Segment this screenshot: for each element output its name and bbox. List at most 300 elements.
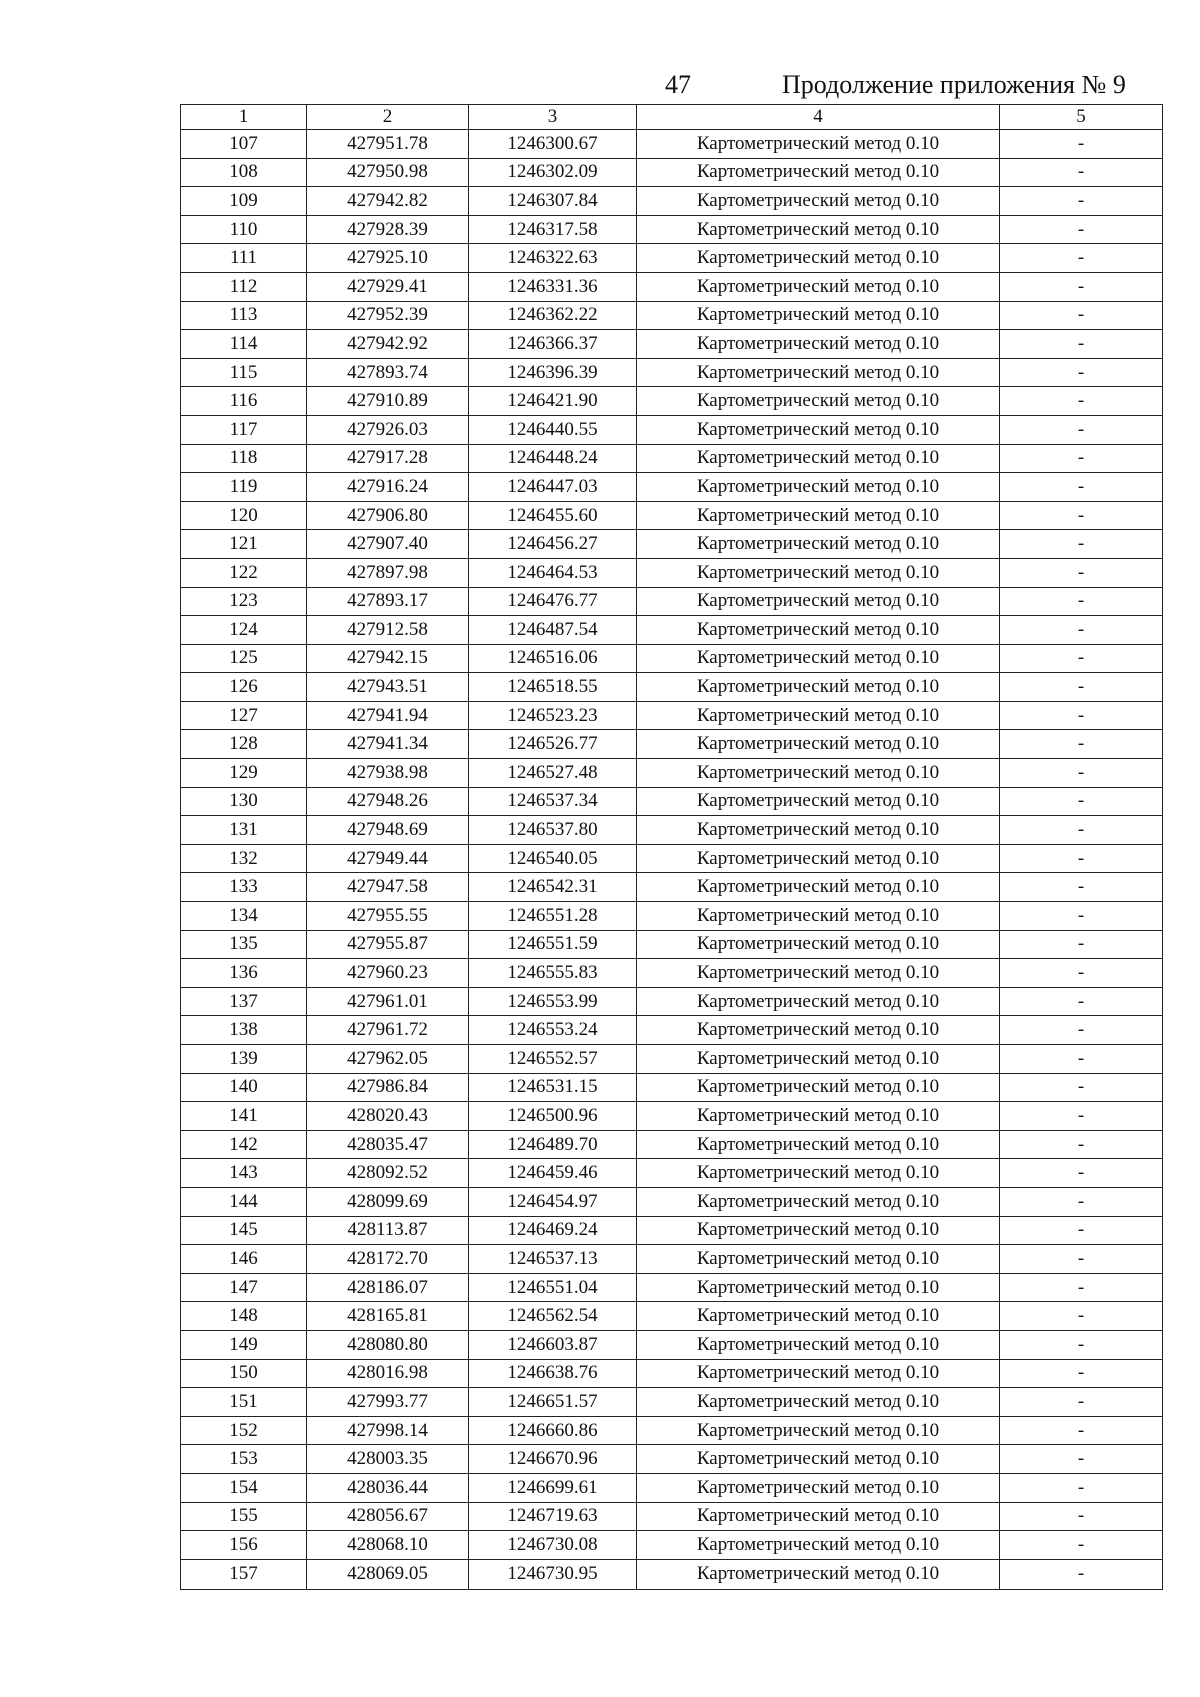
point-number-cell: 141 (181, 1102, 307, 1131)
method-cell: Картометрический метод 0.10 (637, 301, 1000, 330)
note-cell: - (1000, 616, 1163, 645)
x-coordinate-cell: 428069.05 (307, 1559, 469, 1589)
note-cell: - (1000, 987, 1163, 1016)
coordinates-table (180, 104, 1163, 1590)
point-number-cell: 127 (181, 701, 307, 730)
note-cell: - (1000, 1388, 1163, 1417)
x-coordinate-cell: 427928.39 (307, 215, 469, 244)
method-cell: Картометрический метод 0.10 (637, 1130, 1000, 1159)
table-row (181, 987, 1163, 1016)
y-coordinate-cell: 1246421.90 (469, 387, 637, 416)
point-number-cell: 143 (181, 1159, 307, 1188)
point-number-cell: 148 (181, 1302, 307, 1331)
note-cell: - (1000, 158, 1163, 187)
method-cell: Картометрический метод 0.10 (637, 1531, 1000, 1560)
point-number-cell: 123 (181, 587, 307, 616)
x-coordinate-cell: 427912.58 (307, 616, 469, 645)
y-coordinate-cell: 1246487.54 (469, 616, 637, 645)
point-number-cell: 118 (181, 444, 307, 473)
method-cell: Картометрический метод 0.10 (637, 1073, 1000, 1102)
table-row (181, 616, 1163, 645)
x-coordinate-cell: 427917.28 (307, 444, 469, 473)
y-coordinate-cell: 1246300.67 (469, 130, 637, 159)
point-number-cell: 126 (181, 673, 307, 702)
x-coordinate-cell: 427955.55 (307, 902, 469, 931)
table-row (181, 701, 1163, 730)
y-coordinate-cell: 1246651.57 (469, 1388, 637, 1417)
table-row (181, 1502, 1163, 1531)
note-cell: - (1000, 473, 1163, 502)
x-coordinate-cell: 427941.94 (307, 701, 469, 730)
method-cell: Картометрический метод 0.10 (637, 473, 1000, 502)
note-cell: - (1000, 930, 1163, 959)
x-coordinate-cell: 427897.98 (307, 558, 469, 587)
table-row (181, 1302, 1163, 1331)
note-cell: - (1000, 244, 1163, 273)
note-cell: - (1000, 1359, 1163, 1388)
x-coordinate-cell: 428036.44 (307, 1473, 469, 1502)
y-coordinate-cell: 1246447.03 (469, 473, 637, 502)
method-cell: Картометрический метод 0.10 (637, 1359, 1000, 1388)
table-row (181, 902, 1163, 931)
note-cell: - (1000, 530, 1163, 559)
point-number-cell: 111 (181, 244, 307, 273)
y-coordinate-cell: 1246555.83 (469, 959, 637, 988)
method-cell: Картометрический метод 0.10 (637, 501, 1000, 530)
y-coordinate-cell: 1246537.34 (469, 787, 637, 816)
method-cell: Картометрический метод 0.10 (637, 616, 1000, 645)
y-coordinate-cell: 1246719.63 (469, 1502, 637, 1531)
table-row (181, 1245, 1163, 1274)
x-coordinate-cell: 427907.40 (307, 530, 469, 559)
method-cell: Картометрический метод 0.10 (637, 1016, 1000, 1045)
table-row (181, 873, 1163, 902)
note-cell: - (1000, 301, 1163, 330)
x-coordinate-cell: 428016.98 (307, 1359, 469, 1388)
table-row (181, 673, 1163, 702)
table-row (181, 530, 1163, 559)
x-coordinate-cell: 428003.35 (307, 1445, 469, 1474)
method-cell: Картометрический метод 0.10 (637, 759, 1000, 788)
y-coordinate-cell: 1246526.77 (469, 730, 637, 759)
method-cell: Картометрический метод 0.10 (637, 1302, 1000, 1331)
y-coordinate-cell: 1246440.55 (469, 415, 637, 444)
method-cell: Картометрический метод 0.10 (637, 444, 1000, 473)
note-cell: - (1000, 673, 1163, 702)
note-cell: - (1000, 415, 1163, 444)
x-coordinate-cell: 427952.39 (307, 301, 469, 330)
method-cell: Картометрический метод 0.10 (637, 959, 1000, 988)
table-row (181, 816, 1163, 845)
method-cell: Картометрический метод 0.10 (637, 1330, 1000, 1359)
y-coordinate-cell: 1246307.84 (469, 187, 637, 216)
point-number-cell: 157 (181, 1559, 307, 1589)
point-number-cell: 113 (181, 301, 307, 330)
y-coordinate-cell: 1246523.23 (469, 701, 637, 730)
point-number-cell: 137 (181, 987, 307, 1016)
table-row (181, 1416, 1163, 1445)
table-row (181, 330, 1163, 359)
note-cell: - (1000, 959, 1163, 988)
method-cell: Картометрический метод 0.10 (637, 844, 1000, 873)
note-cell: - (1000, 1330, 1163, 1359)
point-number-cell: 140 (181, 1073, 307, 1102)
y-coordinate-cell: 1246562.54 (469, 1302, 637, 1331)
method-cell: Картометрический метод 0.10 (637, 1159, 1000, 1188)
method-cell: Картометрический метод 0.10 (637, 873, 1000, 902)
note-cell: - (1000, 387, 1163, 416)
note-cell: - (1000, 1531, 1163, 1560)
column-header-1: 1 (181, 105, 307, 130)
point-number-cell: 131 (181, 816, 307, 845)
y-coordinate-cell: 1246603.87 (469, 1330, 637, 1359)
method-cell: Картометрический метод 0.10 (637, 1216, 1000, 1245)
x-coordinate-cell: 427949.44 (307, 844, 469, 873)
note-cell: - (1000, 1273, 1163, 1302)
x-coordinate-cell: 427938.98 (307, 759, 469, 788)
y-coordinate-cell: 1246670.96 (469, 1445, 637, 1474)
x-coordinate-cell: 427910.89 (307, 387, 469, 416)
table-row (181, 358, 1163, 387)
note-cell: - (1000, 1559, 1163, 1589)
table-row (181, 759, 1163, 788)
table-row (181, 1187, 1163, 1216)
method-cell: Картометрический метод 0.10 (637, 902, 1000, 931)
table-row (181, 1130, 1163, 1159)
y-coordinate-cell: 1246516.06 (469, 644, 637, 673)
table-row (181, 415, 1163, 444)
table-row (181, 1016, 1163, 1045)
method-cell: Картометрический метод 0.10 (637, 387, 1000, 416)
method-cell: Картометрический метод 0.10 (637, 358, 1000, 387)
method-cell: Картометрический метод 0.10 (637, 272, 1000, 301)
note-cell: - (1000, 1445, 1163, 1474)
table-row (181, 787, 1163, 816)
point-number-cell: 109 (181, 187, 307, 216)
note-cell: - (1000, 730, 1163, 759)
note-cell: - (1000, 1073, 1163, 1102)
table-row (181, 1559, 1163, 1589)
point-number-cell: 130 (181, 787, 307, 816)
table-row (181, 1102, 1163, 1131)
point-number-cell: 136 (181, 959, 307, 988)
method-cell: Картометрический метод 0.10 (637, 1245, 1000, 1274)
y-coordinate-cell: 1246366.37 (469, 330, 637, 359)
point-number-cell: 108 (181, 158, 307, 187)
column-header-3: 3 (469, 105, 637, 130)
y-coordinate-cell: 1246527.48 (469, 759, 637, 788)
table-header-row (181, 105, 1163, 130)
point-number-cell: 154 (181, 1473, 307, 1502)
method-cell: Картометрический метод 0.10 (637, 1045, 1000, 1074)
x-coordinate-cell: 427955.87 (307, 930, 469, 959)
note-cell: - (1000, 1473, 1163, 1502)
note-cell: - (1000, 1502, 1163, 1531)
y-coordinate-cell: 1246699.61 (469, 1473, 637, 1502)
method-cell: Картометрический метод 0.10 (637, 1273, 1000, 1302)
table-row (181, 1073, 1163, 1102)
point-number-cell: 129 (181, 759, 307, 788)
x-coordinate-cell: 428080.80 (307, 1330, 469, 1359)
point-number-cell: 114 (181, 330, 307, 359)
point-number-cell: 155 (181, 1502, 307, 1531)
method-cell: Картометрический метод 0.10 (637, 158, 1000, 187)
point-number-cell: 156 (181, 1531, 307, 1560)
column-header-4: 4 (637, 105, 1000, 130)
x-coordinate-cell: 427993.77 (307, 1388, 469, 1417)
table-row (181, 158, 1163, 187)
note-cell: - (1000, 444, 1163, 473)
y-coordinate-cell: 1246531.15 (469, 1073, 637, 1102)
point-number-cell: 112 (181, 272, 307, 301)
method-cell: Картометрический метод 0.10 (637, 130, 1000, 159)
table-row (181, 959, 1163, 988)
method-cell: Картометрический метод 0.10 (637, 644, 1000, 673)
x-coordinate-cell: 428068.10 (307, 1531, 469, 1560)
point-number-cell: 125 (181, 644, 307, 673)
note-cell: - (1000, 330, 1163, 359)
y-coordinate-cell: 1246730.95 (469, 1559, 637, 1589)
y-coordinate-cell: 1246553.24 (469, 1016, 637, 1045)
y-coordinate-cell: 1246362.22 (469, 301, 637, 330)
method-cell: Картометрический метод 0.10 (637, 987, 1000, 1016)
column-header-2: 2 (307, 105, 469, 130)
x-coordinate-cell: 428165.81 (307, 1302, 469, 1331)
y-coordinate-cell: 1246317.58 (469, 215, 637, 244)
y-coordinate-cell: 1246552.57 (469, 1045, 637, 1074)
method-cell: Картометрический метод 0.10 (637, 244, 1000, 273)
point-number-cell: 135 (181, 930, 307, 959)
x-coordinate-cell: 428113.87 (307, 1216, 469, 1245)
method-cell: Картометрический метод 0.10 (637, 1102, 1000, 1131)
table-row (181, 1159, 1163, 1188)
point-number-cell: 117 (181, 415, 307, 444)
y-coordinate-cell: 1246448.24 (469, 444, 637, 473)
y-coordinate-cell: 1246459.46 (469, 1159, 637, 1188)
note-cell: - (1000, 1159, 1163, 1188)
x-coordinate-cell: 427962.05 (307, 1045, 469, 1074)
point-number-cell: 150 (181, 1359, 307, 1388)
y-coordinate-cell: 1246537.13 (469, 1245, 637, 1274)
column-header-5: 5 (1000, 105, 1163, 130)
table-row (181, 730, 1163, 759)
method-cell: Картометрический метод 0.10 (637, 1559, 1000, 1589)
method-cell: Картометрический метод 0.10 (637, 1416, 1000, 1445)
point-number-cell: 124 (181, 616, 307, 645)
note-cell: - (1000, 1416, 1163, 1445)
point-number-cell: 145 (181, 1216, 307, 1245)
note-cell: - (1000, 787, 1163, 816)
table-row (181, 301, 1163, 330)
table-row (181, 1359, 1163, 1388)
table-header (181, 105, 1163, 130)
point-number-cell: 138 (181, 1016, 307, 1045)
y-coordinate-cell: 1246500.96 (469, 1102, 637, 1131)
table-row (181, 215, 1163, 244)
x-coordinate-cell: 427916.24 (307, 473, 469, 502)
note-cell: - (1000, 1216, 1163, 1245)
table-row (181, 1388, 1163, 1417)
note-cell: - (1000, 272, 1163, 301)
point-number-cell: 149 (181, 1330, 307, 1359)
note-cell: - (1000, 1130, 1163, 1159)
point-number-cell: 153 (181, 1445, 307, 1474)
y-coordinate-cell: 1246456.27 (469, 530, 637, 559)
method-cell: Картометрический метод 0.10 (637, 1187, 1000, 1216)
page-header (0, 68, 1200, 102)
x-coordinate-cell: 427943.51 (307, 673, 469, 702)
table-row (181, 387, 1163, 416)
table-row (181, 244, 1163, 273)
y-coordinate-cell: 1246730.08 (469, 1531, 637, 1560)
method-cell: Картометрический метод 0.10 (637, 587, 1000, 616)
note-cell: - (1000, 187, 1163, 216)
note-cell: - (1000, 816, 1163, 845)
table-row (181, 1045, 1163, 1074)
table-row (181, 1473, 1163, 1502)
point-number-cell: 119 (181, 473, 307, 502)
x-coordinate-cell: 428172.70 (307, 1245, 469, 1274)
method-cell: Картометрический метод 0.10 (637, 1445, 1000, 1474)
x-coordinate-cell: 427942.92 (307, 330, 469, 359)
x-coordinate-cell: 427893.17 (307, 587, 469, 616)
method-cell: Картометрический метод 0.10 (637, 187, 1000, 216)
x-coordinate-cell: 427926.03 (307, 415, 469, 444)
table-row (181, 473, 1163, 502)
x-coordinate-cell: 427942.82 (307, 187, 469, 216)
table-row (181, 1216, 1163, 1245)
point-number-cell: 115 (181, 358, 307, 387)
table-row (181, 644, 1163, 673)
table-row (181, 1531, 1163, 1560)
note-cell: - (1000, 1302, 1163, 1331)
y-coordinate-cell: 1246469.24 (469, 1216, 637, 1245)
table-row (181, 444, 1163, 473)
y-coordinate-cell: 1246542.31 (469, 873, 637, 902)
y-coordinate-cell: 1246455.60 (469, 501, 637, 530)
method-cell: Картометрический метод 0.10 (637, 701, 1000, 730)
x-coordinate-cell: 428092.52 (307, 1159, 469, 1188)
method-cell: Картометрический метод 0.10 (637, 730, 1000, 759)
x-coordinate-cell: 428020.43 (307, 1102, 469, 1131)
y-coordinate-cell: 1246489.70 (469, 1130, 637, 1159)
y-coordinate-cell: 1246537.80 (469, 816, 637, 845)
x-coordinate-cell: 427950.98 (307, 158, 469, 187)
note-cell: - (1000, 215, 1163, 244)
table-row (181, 1273, 1163, 1302)
table-body (181, 130, 1163, 1590)
y-coordinate-cell: 1246331.36 (469, 272, 637, 301)
point-number-cell: 116 (181, 387, 307, 416)
method-cell: Картометрический метод 0.10 (637, 415, 1000, 444)
y-coordinate-cell: 1246464.53 (469, 558, 637, 587)
x-coordinate-cell: 427942.15 (307, 644, 469, 673)
table-row (181, 844, 1163, 873)
point-number-cell: 152 (181, 1416, 307, 1445)
note-cell: - (1000, 1187, 1163, 1216)
note-cell: - (1000, 644, 1163, 673)
y-coordinate-cell: 1246476.77 (469, 587, 637, 616)
point-number-cell: 151 (181, 1388, 307, 1417)
method-cell: Картометрический метод 0.10 (637, 1502, 1000, 1531)
method-cell: Картометрический метод 0.10 (637, 673, 1000, 702)
x-coordinate-cell: 427893.74 (307, 358, 469, 387)
table-row (181, 1330, 1163, 1359)
table-row (181, 930, 1163, 959)
x-coordinate-cell: 427948.69 (307, 816, 469, 845)
method-cell: Картометрический метод 0.10 (637, 558, 1000, 587)
y-coordinate-cell: 1246638.76 (469, 1359, 637, 1388)
x-coordinate-cell: 427951.78 (307, 130, 469, 159)
x-coordinate-cell: 427906.80 (307, 501, 469, 530)
note-cell: - (1000, 1245, 1163, 1274)
y-coordinate-cell: 1246551.04 (469, 1273, 637, 1302)
note-cell: - (1000, 1016, 1163, 1045)
note-cell: - (1000, 501, 1163, 530)
note-cell: - (1000, 130, 1163, 159)
appendix-title: Продолжение приложения № 9 (782, 70, 1126, 99)
point-number-cell: 147 (181, 1273, 307, 1302)
point-number-cell: 132 (181, 844, 307, 873)
x-coordinate-cell: 427960.23 (307, 959, 469, 988)
x-coordinate-cell: 428035.47 (307, 1130, 469, 1159)
y-coordinate-cell: 1246540.05 (469, 844, 637, 873)
y-coordinate-cell: 1246454.97 (469, 1187, 637, 1216)
point-number-cell: 121 (181, 530, 307, 559)
method-cell: Картометрический метод 0.10 (637, 787, 1000, 816)
note-cell: - (1000, 873, 1163, 902)
table-row (181, 587, 1163, 616)
method-cell: Картометрический метод 0.10 (637, 930, 1000, 959)
table-row (181, 501, 1163, 530)
x-coordinate-cell: 427941.34 (307, 730, 469, 759)
point-number-cell: 107 (181, 130, 307, 159)
y-coordinate-cell: 1246553.99 (469, 987, 637, 1016)
x-coordinate-cell: 428186.07 (307, 1273, 469, 1302)
method-cell: Картометрический метод 0.10 (637, 330, 1000, 359)
note-cell: - (1000, 1045, 1163, 1074)
x-coordinate-cell: 427929.41 (307, 272, 469, 301)
method-cell: Картометрический метод 0.10 (637, 215, 1000, 244)
table-row (181, 1445, 1163, 1474)
y-coordinate-cell: 1246322.63 (469, 244, 637, 273)
table-row (181, 187, 1163, 216)
method-cell: Картометрический метод 0.10 (637, 530, 1000, 559)
x-coordinate-cell: 427961.01 (307, 987, 469, 1016)
y-coordinate-cell: 1246518.55 (469, 673, 637, 702)
point-number-cell: 134 (181, 902, 307, 931)
y-coordinate-cell: 1246396.39 (469, 358, 637, 387)
x-coordinate-cell: 428099.69 (307, 1187, 469, 1216)
method-cell: Картометрический метод 0.10 (637, 1388, 1000, 1417)
method-cell: Картометрический метод 0.10 (637, 816, 1000, 845)
note-cell: - (1000, 759, 1163, 788)
note-cell: - (1000, 558, 1163, 587)
x-coordinate-cell: 427925.10 (307, 244, 469, 273)
note-cell: - (1000, 902, 1163, 931)
point-number-cell: 142 (181, 1130, 307, 1159)
y-coordinate-cell: 1246551.28 (469, 902, 637, 931)
table-row (181, 558, 1163, 587)
x-coordinate-cell: 428056.67 (307, 1502, 469, 1531)
note-cell: - (1000, 701, 1163, 730)
point-number-cell: 139 (181, 1045, 307, 1074)
point-number-cell: 146 (181, 1245, 307, 1274)
point-number-cell: 110 (181, 215, 307, 244)
method-cell: Картометрический метод 0.10 (637, 1473, 1000, 1502)
point-number-cell: 120 (181, 501, 307, 530)
y-coordinate-cell: 1246551.59 (469, 930, 637, 959)
